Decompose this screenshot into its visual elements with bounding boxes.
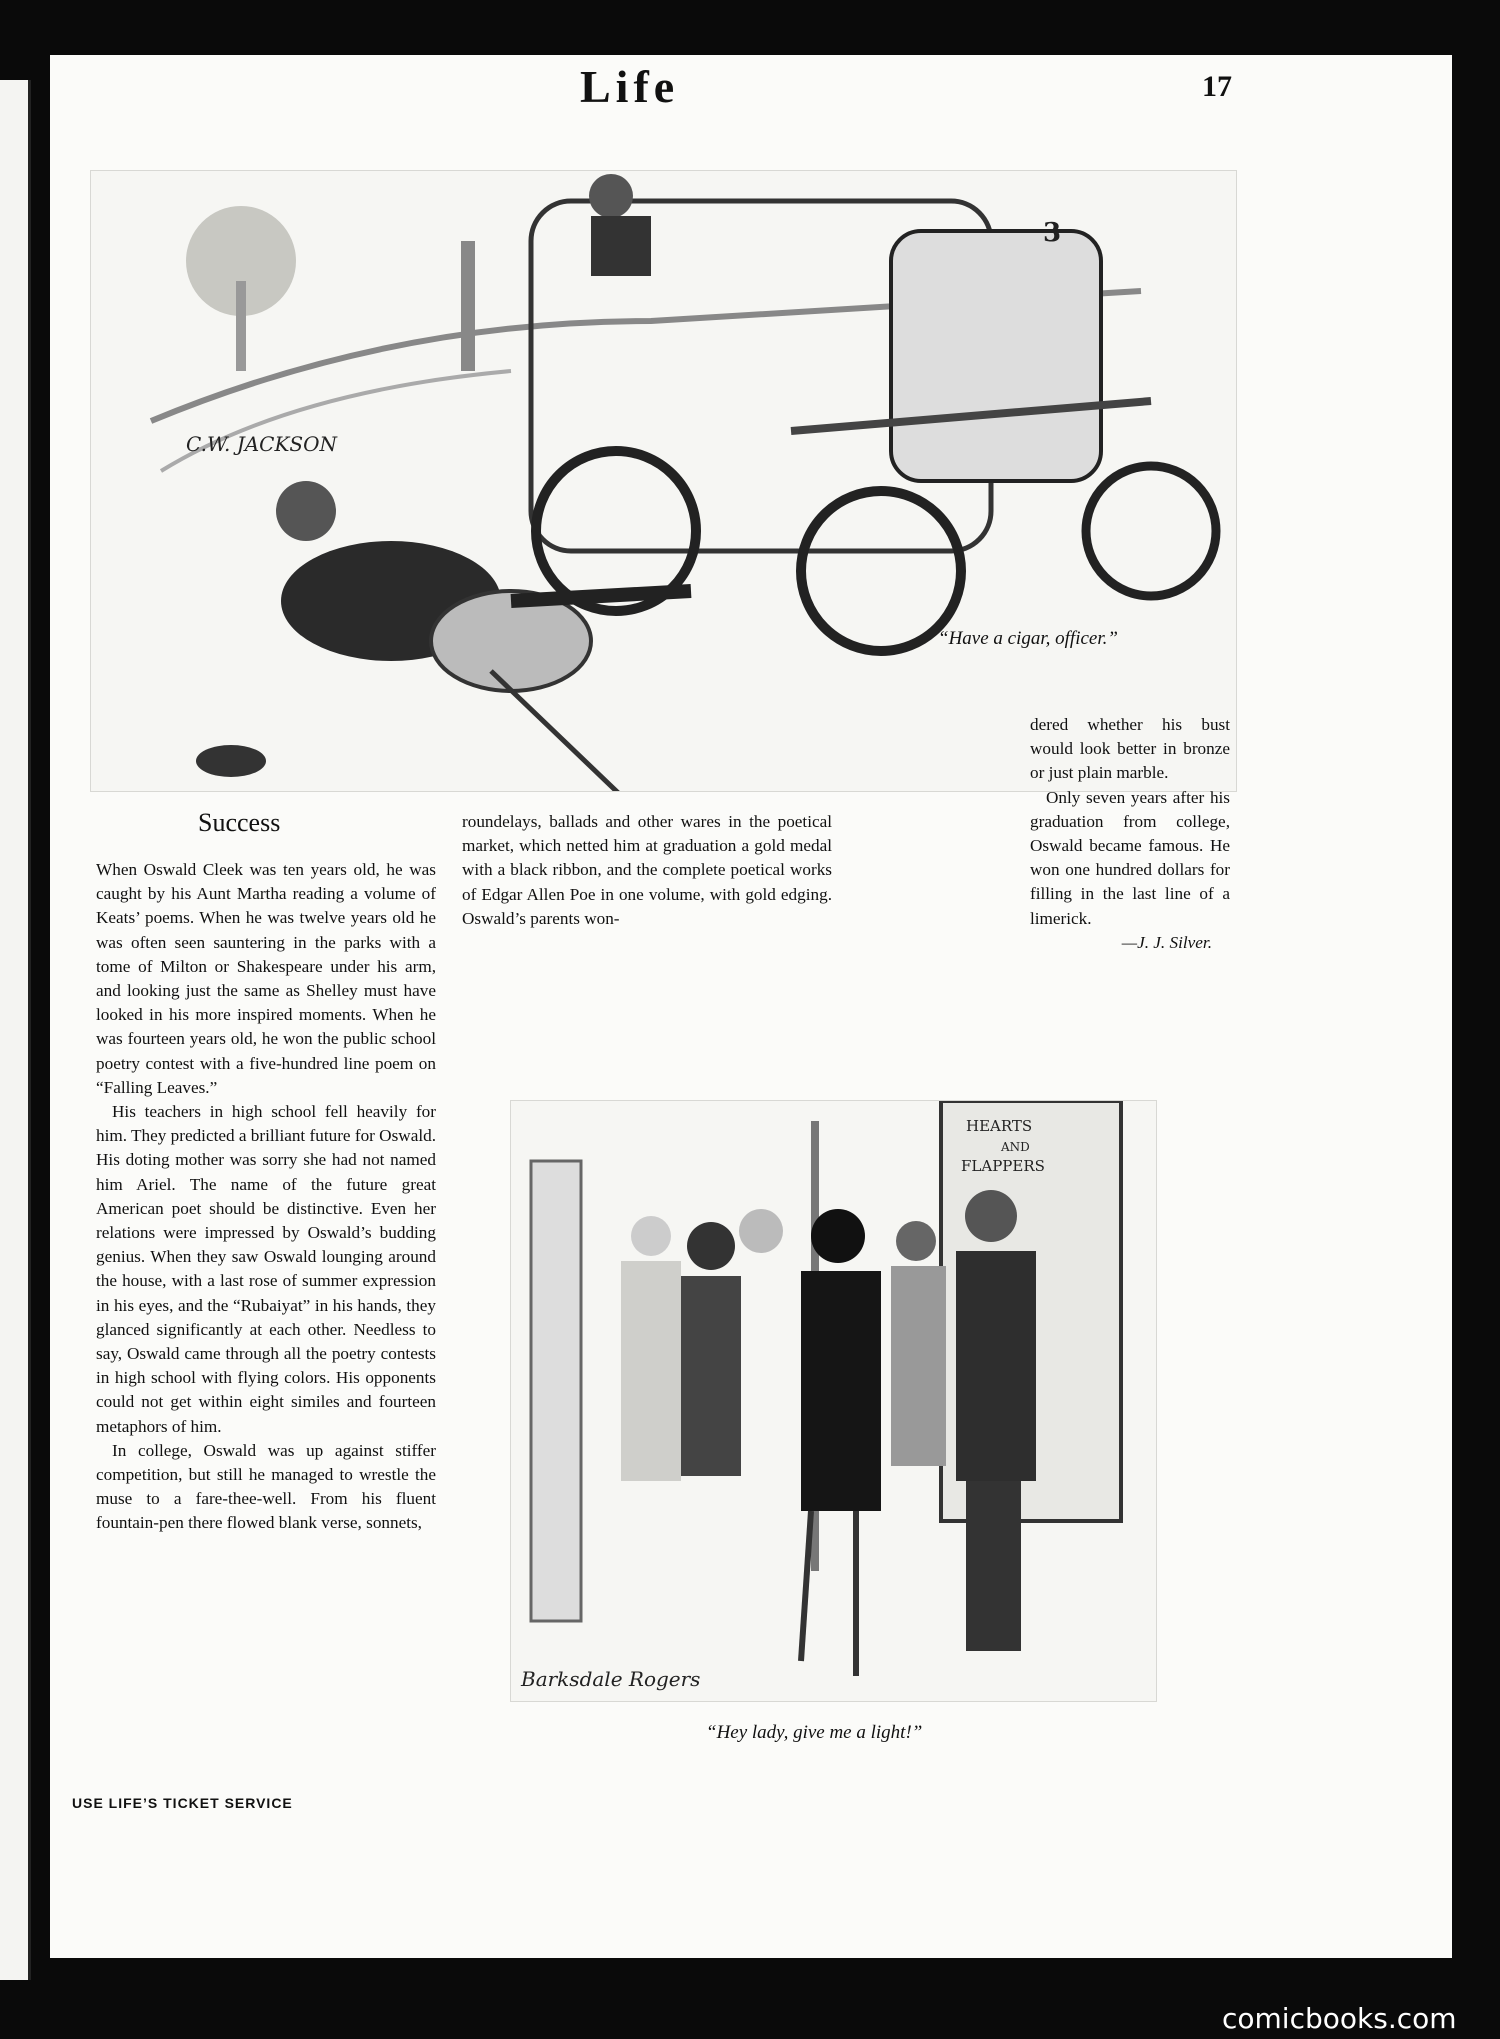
adjacent-page-edge	[0, 80, 31, 1980]
watermark: comicbooks.com	[1222, 2002, 1457, 2035]
cartoon-top-caption: “Have a cigar, officer.”	[938, 628, 1118, 649]
shop-sign-line-1: HEARTS	[966, 1117, 1033, 1135]
cartoon-car-officer-drawing	[91, 171, 1236, 791]
article-author: —J. J. Silver.	[1121, 932, 1212, 952]
page-number: 17	[1202, 70, 1232, 103]
shop-sign-line-2: AND	[1001, 1140, 1030, 1154]
cartoon-car-officer	[90, 170, 1237, 792]
cartoon-top-plate-number: 3	[1043, 218, 1062, 248]
cartoon-street-flappers	[510, 1100, 1157, 1702]
article-paragraph: In college, Oswald was up against stiffer competition, but still he managed to wrestle the muse to a fare-thee-well. From his fluent fountain-pen there flowed blank verse, sonnets,	[96, 1440, 436, 1533]
article-column-2	[462, 810, 832, 931]
article-title: Success	[198, 808, 281, 837]
cartoon-top-signature: C.W. JACKSON	[186, 432, 338, 456]
shop-sign-line-3: FLAPPERS	[961, 1157, 1045, 1175]
cartoon-bottom-caption: “Hey lady, give me a light!”	[706, 1722, 923, 1743]
footer-ticket-service: USE LIFE’S TICKET SERVICE	[72, 1795, 293, 1811]
article-paragraph: Only seven years after his graduation from college, Oswald became famous. He won one hundred dollars for filling in the last line of a limerick.	[1030, 787, 1230, 928]
cartoon-street-flappers-drawing	[511, 1101, 1156, 1701]
article-paragraph: dered whether his bust would look better in bronze or just plain marble.	[1030, 715, 1230, 783]
article-column-3	[1030, 713, 1230, 955]
cartoon-bottom-signature: Barksdale Rogers	[521, 1667, 701, 1691]
masthead: Life	[580, 61, 680, 112]
article-paragraph: roundelays, ballads and other wares in the poetical market, which netted him at graduation a gold medal with a black ribbon, and the complete poetical works of Edgar Allen Poe in one volume, with gold edging. Oswald’s parents won-	[462, 812, 832, 928]
article-column-1	[96, 858, 436, 1536]
article-paragraph: When Oswald Cleek was ten years old, he was caught by his Aunt Martha reading a volume of Keats’ poems. When he was twelve years old he was often seen sauntering in the parks with a tome of Milton or Shakespeare under his arm, and looking just the same as Shelley must have looked in his more inspired moments. When he was fourteen years old, he won the public school poetry contest with a five-hundred line poem on “Falling Leaves.”	[96, 860, 436, 1097]
article-paragraph: His teachers in high school fell heavily for him. They predicted a brilliant future for Oswald. His doting mother was sorry she had not named him Ariel. The name of the future great American poet should be distinctive. Even her relations were impressed by Oswald’s budding genius. When they saw Oswald lounging around the house, with a last rose of summer expression in his eyes, and the “Rubaiyat” in his hands, they glanced significantly at each other. Needless to say, Oswald came through all the poetry contests in high school with flying colors. His opponents could not get within eight similes and fourteen metaphors of him.	[96, 1102, 436, 1436]
